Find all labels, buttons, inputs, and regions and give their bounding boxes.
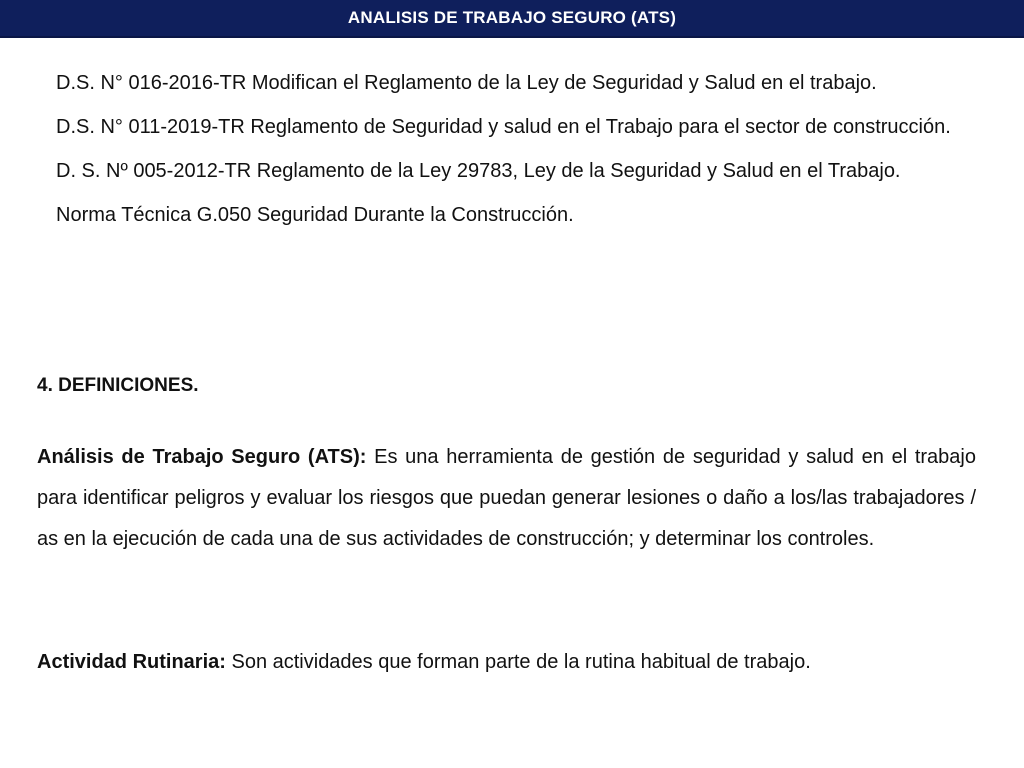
reference-item: D.S. N° 016-2016-TR Modifican el Reglamento de la Ley de Seguridad y Salud en el trabajo. <box>56 72 877 94</box>
definition-ats <box>37 437 976 560</box>
reference-item: D.S. N° 011-2019-TR Reglamento de Seguridad y salud en el Trabajo para el sector de construcción. <box>56 116 951 138</box>
references-list <box>56 68 952 244</box>
definition-text: Son actividades que forman parte de la rutina habitual de trabajo. <box>225 651 811 673</box>
reference-item: D. S. Nº 005-2012-TR Reglamento de la Ley 29783, Ley de la Seguridad y Salud en el Trabajo. <box>56 160 901 182</box>
reference-item: Norma Técnica G.050 Seguridad Durante la Construcción. <box>56 204 574 226</box>
section-heading: 4. DEFINICIONES. <box>37 375 199 396</box>
definition-text: Es una herramienta de gestión de seguridad y salud en el trabajo para identificar peligros y evaluar los riesgos que puedan generar lesiones o daño a los/las trabajadores / as en la ejecución de cada una de sus actividades de construcción; y determinar los controles. <box>37 446 976 550</box>
definition-term: Actividad Rutinaria: <box>37 651 226 673</box>
definition-actividad-rutinaria <box>37 642 976 683</box>
page-title: ANALISIS DE TRABAJO SEGURO (ATS) <box>347 8 677 27</box>
header-bar <box>0 0 1024 38</box>
definition-term: Análisis de Trabajo Seguro (ATS): <box>37 446 367 468</box>
